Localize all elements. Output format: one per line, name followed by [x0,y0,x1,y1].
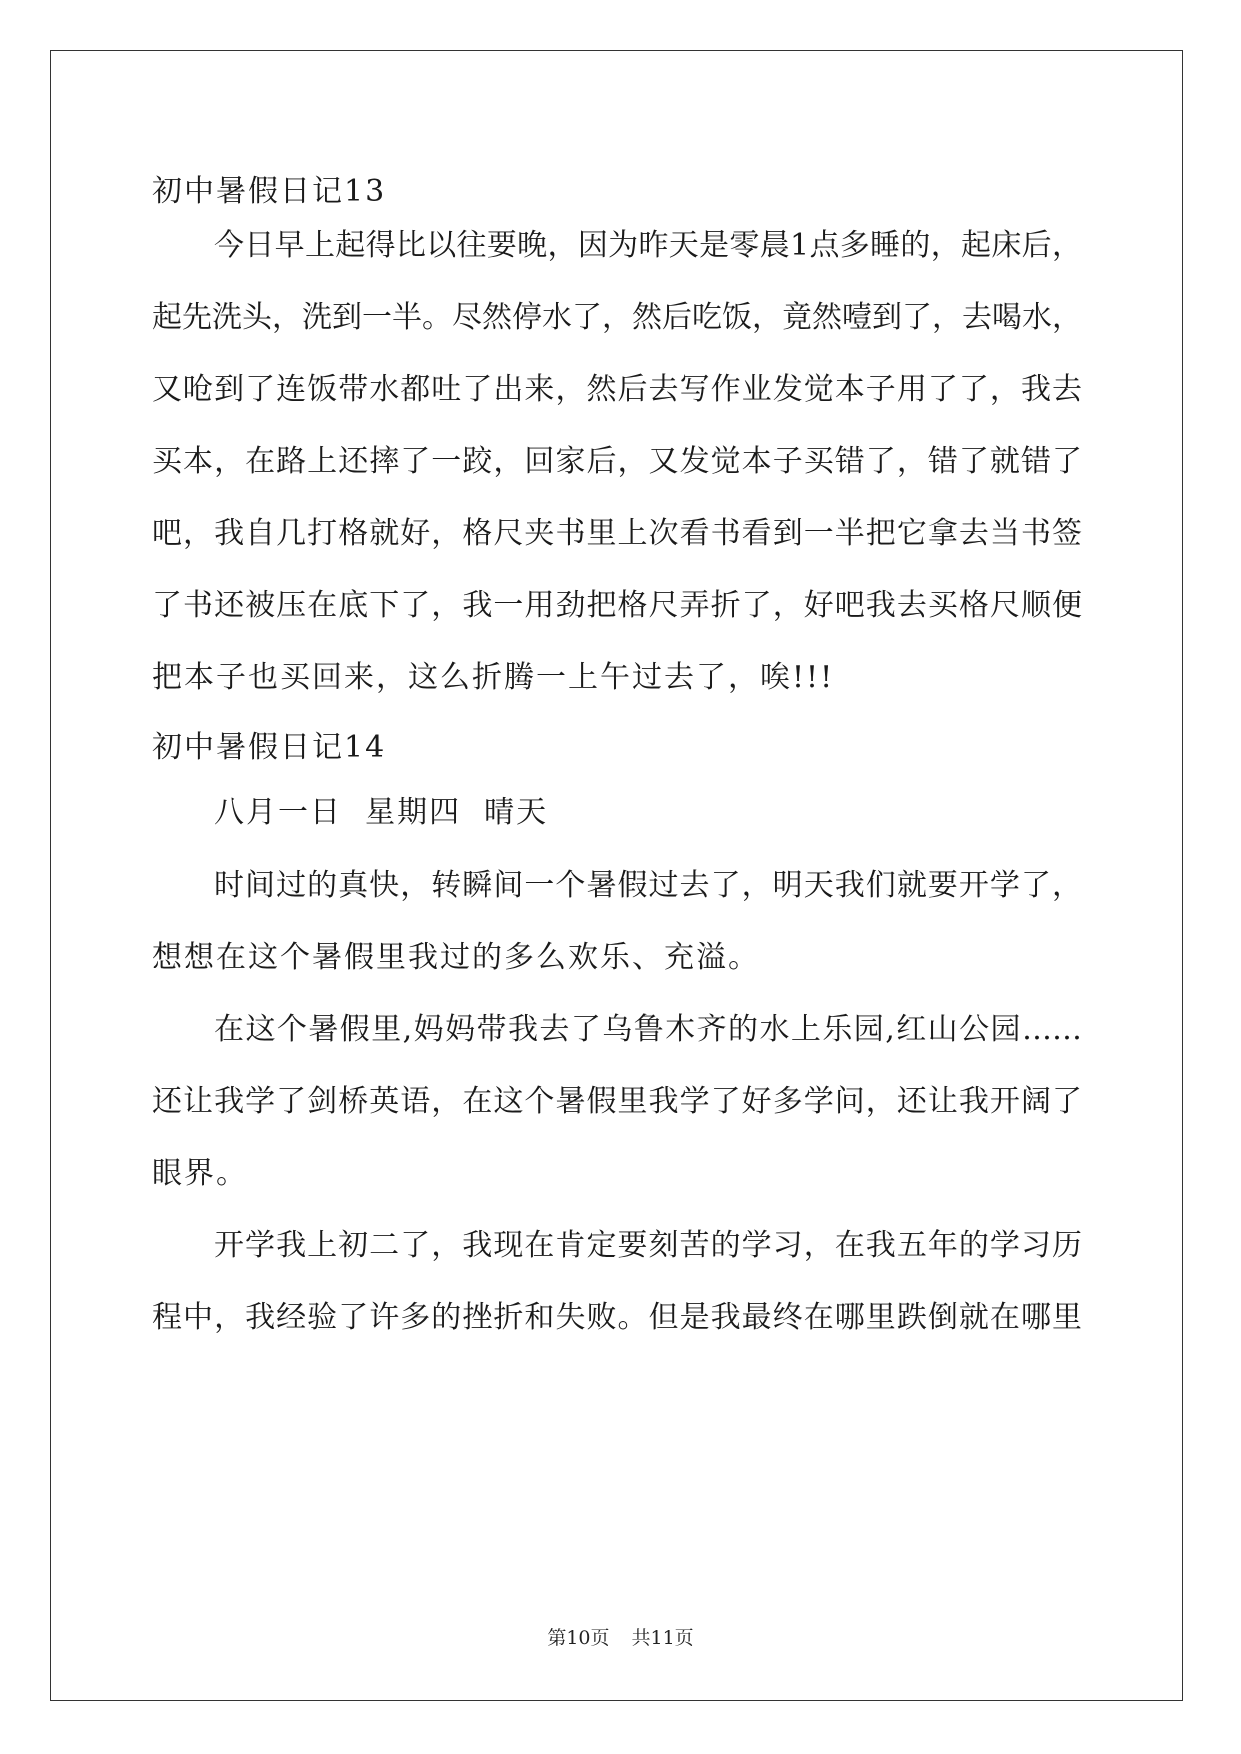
diary-13-line-7: 把本子也买回来，这么折腾一上午过去了，唉!!! [152,660,835,695]
diary-14-line-3: 在这个暑假里,妈妈带我去了乌鲁木齐的水上乐园,红山公园…… [214,1012,1082,1047]
diary-14-line-6: 开学我上初二了，我现在肯定要刻苦的学习，在我五年的学习历 [214,1228,1082,1263]
page-number-current: 第10页 [547,1627,610,1649]
diary-14-title: 初中暑假日记14 [152,730,387,765]
diary-13-line-4: 买本，在路上还摔了一跤，回家后，又发觉本子买错了，错了就错了 [152,444,1082,479]
diary-14-line-2: 想想在这个暑假里我过的多么欢乐、充溢。 [152,940,760,975]
diary-14-line-1: 时间过的真快，转瞬间一个暑假过去了，明天我们就要开学了， [214,868,1082,903]
diary-14-date-line: 八月一日 星期四 晴天 [214,795,549,830]
diary-13-line-5: 吧，我自几打格就好，格尺夹书里上次看书看到一半把它拿去当书签 [152,516,1082,551]
diary-13-line-1: 今日早上起得比以往要晚，因为昨天是零晨1点多睡的，起床后， [214,228,1082,263]
diary-14-line-4: 还让我学了剑桥英语，在这个暑假里我学了好多学问，还让我开阔了 [152,1084,1082,1119]
diary-13-line-3: 又呛到了连饭带水都吐了出来，然后去写作业发觉本子用了了，我去 [152,372,1082,407]
page-footer [0,1626,1241,1650]
diary-13-line-6: 了书还被压在底下了，我一用劲把格尺弄折了，好吧我去买格尺顺便 [152,588,1082,623]
page-number-total: 共11页 [631,1627,694,1649]
diary-14-line-7: 程中，我经验了许多的挫折和失败。但是我最终在哪里跌倒就在哪里 [152,1300,1082,1335]
diary-13-title: 初中暑假日记13 [152,174,387,209]
diary-14-line-5: 眼界。 [152,1156,248,1191]
diary-13-line-2: 起先洗头，洗到一半。尽然停水了，然后吃饭，竟然噎到了，去喝水， [152,300,1082,335]
